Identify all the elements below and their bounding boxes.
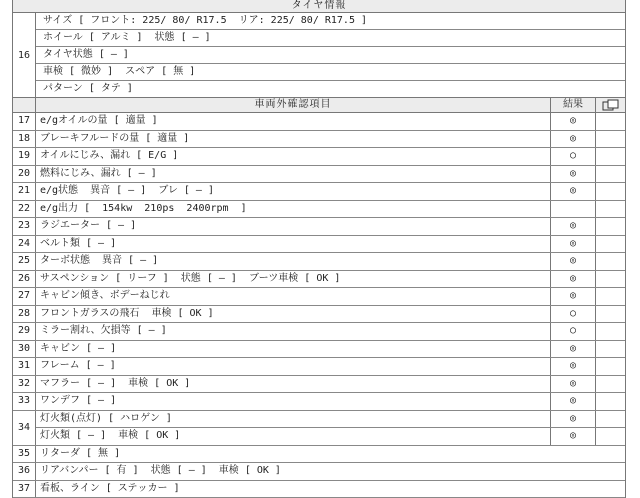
item-label: e/g出力 [ 154kw 210ps 2400rpm ] (36, 201, 551, 218)
item-extra-cell (596, 236, 625, 253)
item-result: ○ (551, 323, 596, 340)
group-lines (36, 411, 625, 445)
item-label: ワンデフ [ ― ] (36, 393, 551, 410)
header-number-cell (13, 98, 36, 112)
group-line (36, 427, 625, 445)
item-extra-cell (596, 183, 625, 200)
item-result: ◎ (551, 183, 596, 200)
item-number: 23 (13, 218, 36, 235)
check-item-row (13, 271, 625, 289)
check-item-row (13, 306, 625, 324)
item-number: 22 (13, 201, 36, 218)
item-number: 25 (13, 253, 36, 270)
item-extra-cell (596, 201, 625, 218)
check-items-list (13, 113, 625, 498)
item-result: ◎ (551, 341, 596, 358)
tire-info-header: タイヤ情報 (13, 0, 625, 13)
item-result: ◎ (551, 131, 596, 148)
item-label: 燃料にじみ、漏れ [ ― ] (36, 166, 551, 183)
tire-info-line: パターン [ タテ ] (36, 81, 625, 97)
item-result (551, 201, 596, 218)
item-label: ラジエーター [ ― ] (36, 218, 551, 235)
item-result: ◎ (551, 288, 596, 305)
item-label: 灯火類 [ ― ] 車検 [ OK ] (36, 428, 551, 445)
check-item-row (13, 393, 625, 411)
result-column-header: 結果 (551, 98, 596, 112)
item-result: ○ (551, 306, 596, 323)
item-number: 20 (13, 166, 36, 183)
check-item-row (13, 288, 625, 306)
item-number: 34 (13, 411, 36, 445)
item-number: 24 (13, 236, 36, 253)
item-label: ミラー割れ、欠損等 [ ― ] (36, 323, 551, 340)
item-extra-cell (596, 288, 625, 305)
item-extra-cell (596, 393, 625, 410)
check-item-row (13, 236, 625, 254)
item-label: マフラー [ ― ] 車検 [ OK ] (36, 376, 551, 393)
check-item-row (13, 131, 625, 149)
check-item-row (13, 341, 625, 359)
item-label: リターダ [ 無 ] (36, 446, 625, 463)
item-label: サスペンション [ リーフ ] 状態 [ ― ] ブーツ車検 [ OK ] (36, 271, 551, 288)
tire-info-line: 車検 [ 微妙 ] スペア [ 無 ] (36, 64, 625, 81)
check-item-row (13, 113, 625, 131)
item-result: ◎ (551, 236, 596, 253)
item-extra-cell (596, 148, 625, 165)
check-item-row (13, 183, 625, 201)
check-item-row (13, 253, 625, 271)
item-number: 32 (13, 376, 36, 393)
item-label: 灯火類(点灯) [ ハロゲン ] (36, 411, 551, 428)
item-result: ○ (551, 148, 596, 165)
check-items-title: 車両外確認項目 (36, 98, 551, 112)
tire-info-line: サイズ [ フロント: 225/ 80/ R17.5 リア: 225/ 80/ R17.5 ] (36, 13, 625, 30)
item-extra-cell (596, 306, 625, 323)
tire-info-line: タイヤ状態 [ ― ] (36, 47, 625, 64)
item-label: e/gオイルの量 [ 適量 ] (36, 113, 551, 130)
tire-info-lines (36, 13, 625, 97)
tire-info-section (12, 0, 626, 498)
item-result: ◎ (551, 113, 596, 130)
item-label: ターボ状態 異音 [ ― ] (36, 253, 551, 270)
check-items-header (13, 98, 625, 113)
tire-item-number: 16 (13, 13, 36, 97)
item-result: ◎ (551, 166, 596, 183)
item-result: ◎ (551, 253, 596, 270)
item-extra-cell (596, 428, 625, 445)
item-number: 35 (13, 446, 36, 463)
item-number: 17 (13, 113, 36, 130)
check-item-row (13, 323, 625, 341)
check-item-row (13, 218, 625, 236)
item-extra-cell (596, 271, 625, 288)
item-number: 30 (13, 341, 36, 358)
item-number: 26 (13, 271, 36, 288)
item-number: 31 (13, 358, 36, 375)
item-result: ◎ (551, 376, 596, 393)
item-result: ◎ (551, 411, 596, 428)
item-extra-cell (596, 341, 625, 358)
check-item-group (13, 411, 625, 446)
tire-info-block (13, 13, 625, 98)
item-extra-cell (596, 253, 625, 270)
check-item-row (13, 446, 625, 464)
item-label: オイルにじみ、漏れ [ E/G ] (36, 148, 551, 165)
item-label: ブレーキフルードの量 [ 適量 ] (36, 131, 551, 148)
item-number: 29 (13, 323, 36, 340)
item-extra-cell (596, 166, 625, 183)
item-extra-cell (596, 131, 625, 148)
check-item-row (13, 376, 625, 394)
item-number: 21 (13, 183, 36, 200)
item-result: ◎ (551, 271, 596, 288)
check-item-row (13, 148, 625, 166)
item-number: 18 (13, 131, 36, 148)
check-item-row (13, 463, 625, 481)
item-result: ◎ (551, 393, 596, 410)
item-label: キャビン傾き、ボデーねじれ (36, 288, 551, 305)
item-number: 27 (13, 288, 36, 305)
item-extra-cell (596, 376, 625, 393)
item-extra-cell (596, 358, 625, 375)
item-label: キャビン [ ― ] (36, 341, 551, 358)
item-extra-cell (596, 218, 625, 235)
item-label: フロントガラスの飛石 車検 [ OK ] (36, 306, 551, 323)
item-label: フレーム [ ― ] (36, 358, 551, 375)
item-number: 33 (13, 393, 36, 410)
item-result: ◎ (551, 428, 596, 445)
copy-icon[interactable] (596, 98, 625, 112)
check-item-row (13, 201, 625, 219)
item-label: 看板、ライン [ ステッカー ] (36, 481, 625, 498)
check-item-row (13, 481, 625, 498)
item-extra-cell (596, 323, 625, 340)
inspection-sheet (12, 0, 626, 498)
item-number: 37 (13, 481, 36, 498)
item-label: e/g状態 異音 [ ― ] ブレ [ ― ] (36, 183, 551, 200)
item-number: 19 (13, 148, 36, 165)
item-number: 28 (13, 306, 36, 323)
item-extra-cell (596, 411, 625, 428)
item-label: リアバンパー [ 有 ] 状態 [ ― ] 車検 [ OK ] (36, 463, 625, 480)
item-result: ◎ (551, 218, 596, 235)
group-line (36, 411, 625, 428)
tire-info-line: ホイール [ アルミ ] 状態 [ ― ] (36, 30, 625, 47)
check-item-row (13, 358, 625, 376)
item-number: 36 (13, 463, 36, 480)
check-item-row (13, 166, 625, 184)
item-extra-cell (596, 113, 625, 130)
item-label: ベルト類 [ ― ] (36, 236, 551, 253)
item-result: ◎ (551, 358, 596, 375)
